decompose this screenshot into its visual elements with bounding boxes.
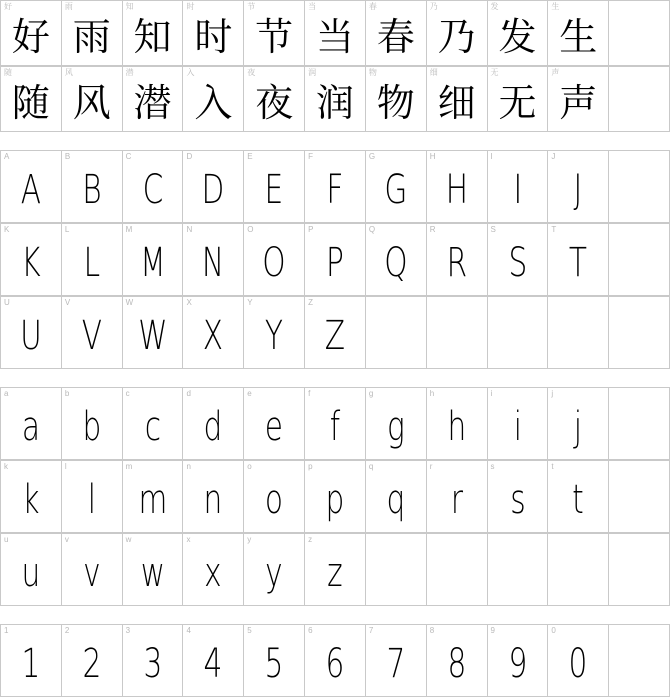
glyph-cell[interactable] bbox=[305, 224, 366, 296]
glyph-cell-character: k bbox=[22, 477, 40, 523]
glyph-cell[interactable] bbox=[183, 388, 244, 460]
glyph-cell-character: B bbox=[82, 167, 102, 213]
glyph-cell-character: l bbox=[87, 477, 96, 523]
glyph-cell-tag: 节 bbox=[247, 2, 256, 11]
glyph-cell-character: 发 bbox=[498, 14, 537, 59]
glyph-cell-tag: 9 bbox=[490, 626, 495, 635]
glyph-cell-character: D bbox=[201, 167, 225, 213]
glyph-cell-character: 8 bbox=[447, 641, 467, 687]
glyph-cell-character: S bbox=[508, 240, 527, 286]
glyph-cell-character: 细 bbox=[437, 80, 476, 125]
glyph-cell[interactable] bbox=[1, 1, 62, 66]
glyph-cell-tag: 7 bbox=[368, 626, 374, 635]
glyph-cell-empty bbox=[609, 388, 670, 460]
glyph-cell-character: r bbox=[450, 477, 463, 523]
glyph-cell-character bbox=[617, 297, 661, 368]
glyph-cell-tag: H bbox=[429, 152, 436, 161]
glyph-cell-character bbox=[617, 388, 661, 459]
glyph-cell[interactable] bbox=[62, 151, 123, 223]
glyph-cell[interactable] bbox=[488, 151, 549, 223]
glyph-cell-character bbox=[609, 1, 669, 65]
glyph-cell-tag: R bbox=[429, 225, 436, 234]
glyph-cell-character: y bbox=[265, 550, 283, 596]
glyph-cell-character: o bbox=[265, 477, 284, 523]
glyph-cell[interactable] bbox=[123, 67, 184, 132]
glyph-cell-tag: y bbox=[247, 535, 252, 544]
glyph-cell[interactable] bbox=[548, 151, 609, 223]
glyph-cell-character: e bbox=[265, 404, 284, 450]
glyph-cell-character: 春 bbox=[376, 14, 415, 59]
glyph-cell-character: f bbox=[329, 404, 341, 450]
glyph-cell-empty bbox=[427, 297, 488, 369]
glyph-cell[interactable] bbox=[488, 67, 549, 132]
glyph-cell[interactable] bbox=[548, 625, 609, 697]
glyph-cell-tag: m bbox=[125, 462, 133, 471]
glyph-cell-tag: B bbox=[64, 152, 71, 161]
glyph-cell-character bbox=[617, 625, 661, 696]
glyph-cell-character bbox=[617, 151, 661, 222]
glyph-cell-empty bbox=[366, 297, 427, 369]
glyph-cell[interactable] bbox=[366, 461, 427, 533]
glyph-cell[interactable] bbox=[62, 224, 123, 296]
glyph-cell-character: m bbox=[138, 477, 167, 523]
glyph-cell-tag: k bbox=[4, 462, 8, 471]
glyph-cell-tag: F bbox=[308, 152, 313, 161]
glyph-cell[interactable] bbox=[488, 388, 549, 460]
glyph-cell-empty bbox=[488, 297, 549, 369]
glyph-row-digit-row-1 bbox=[0, 624, 670, 697]
glyph-cell-character: s bbox=[509, 477, 526, 523]
glyph-cell-tag: 1 bbox=[4, 626, 9, 635]
glyph-cell[interactable] bbox=[183, 625, 244, 697]
glyph-cell-tag: 声 bbox=[551, 68, 560, 77]
glyph-cell-tag: 3 bbox=[125, 626, 131, 635]
glyph-cell-character: J bbox=[573, 167, 583, 213]
glyph-cell-character: 6 bbox=[325, 641, 345, 687]
glyph-cell[interactable] bbox=[244, 151, 305, 223]
glyph-cell-empty bbox=[548, 534, 609, 606]
glyph-cell-tag: 润 bbox=[308, 68, 317, 77]
glyph-cell-character: L bbox=[83, 240, 100, 286]
glyph-cell[interactable] bbox=[305, 625, 366, 697]
glyph-cell-character: b bbox=[82, 404, 102, 450]
glyph-cell-character: i bbox=[513, 404, 522, 450]
glyph-cell-tag: 物 bbox=[368, 68, 377, 77]
glyph-cell-character: 3 bbox=[143, 641, 162, 687]
glyph-cell-empty bbox=[609, 67, 670, 132]
glyph-cell-tag: T bbox=[551, 225, 557, 234]
glyph-cell-character: u bbox=[21, 550, 41, 596]
glyph-cell[interactable] bbox=[123, 224, 184, 296]
glyph-cell-character: Q bbox=[384, 240, 408, 286]
glyph-cell-tag: J bbox=[551, 152, 556, 161]
glyph-cell[interactable] bbox=[305, 151, 366, 223]
glyph-cell[interactable] bbox=[488, 625, 549, 697]
glyph-cell[interactable] bbox=[244, 1, 305, 66]
glyph-cell-character: n bbox=[203, 477, 223, 523]
glyph-cell-tag: j bbox=[551, 389, 554, 398]
glyph-cell-character bbox=[617, 461, 661, 532]
glyph-cell[interactable] bbox=[366, 388, 427, 460]
glyph-cell-tag: 雨 bbox=[64, 2, 73, 11]
glyph-cell-tag: W bbox=[125, 298, 134, 307]
glyph-cell-tag: p bbox=[308, 462, 313, 471]
glyph-cell-character: W bbox=[137, 313, 168, 359]
glyph-cell-tag: 发 bbox=[490, 2, 499, 11]
glyph-cell[interactable] bbox=[123, 625, 184, 697]
glyph-cell-tag: Z bbox=[308, 298, 313, 307]
glyph-cell-tag: 知 bbox=[125, 2, 134, 11]
glyph-cell[interactable] bbox=[488, 1, 549, 66]
glyph-cell-character bbox=[434, 297, 478, 368]
glyph-cell-character: K bbox=[21, 240, 41, 286]
glyph-cell[interactable] bbox=[305, 388, 366, 460]
glyph-cell-character: x bbox=[204, 550, 223, 596]
glyph-cell[interactable] bbox=[183, 67, 244, 132]
glyph-cell[interactable] bbox=[427, 461, 488, 533]
glyph-row-lower-row-3 bbox=[0, 533, 670, 606]
glyph-cell-character bbox=[434, 534, 478, 605]
glyph-cell[interactable] bbox=[123, 297, 184, 369]
glyph-cell-tag: 无 bbox=[490, 68, 499, 77]
glyph-cell-character: I bbox=[513, 167, 522, 213]
glyph-cell[interactable] bbox=[427, 625, 488, 697]
glyph-cell-empty bbox=[427, 534, 488, 606]
glyph-cell-tag: D bbox=[186, 152, 193, 161]
glyph-cell-tag: 6 bbox=[308, 626, 313, 635]
glyph-cell-tag: c bbox=[125, 389, 130, 398]
glyph-cell[interactable] bbox=[548, 67, 609, 132]
glyph-cell[interactable] bbox=[183, 297, 244, 369]
glyph-cell-tag: 当 bbox=[308, 2, 317, 11]
glyph-row-lower-row-2 bbox=[0, 460, 670, 533]
glyph-cell-tag: A bbox=[4, 152, 10, 161]
glyph-cell[interactable] bbox=[366, 1, 427, 66]
glyph-cell-character: c bbox=[144, 404, 161, 450]
glyph-cell[interactable] bbox=[183, 224, 244, 296]
glyph-cell[interactable] bbox=[244, 297, 305, 369]
glyph-cell-tag: f bbox=[308, 389, 311, 398]
glyph-cell[interactable] bbox=[244, 67, 305, 132]
glyph-cell-character bbox=[617, 534, 661, 605]
glyph-cell-character: w bbox=[140, 550, 165, 596]
glyph-cell-character: Y bbox=[265, 313, 284, 359]
glyph-cell-character: 0 bbox=[568, 641, 588, 687]
glyph-cell[interactable] bbox=[183, 1, 244, 66]
glyph-cell-character: q bbox=[386, 477, 406, 523]
glyph-cell[interactable] bbox=[244, 534, 305, 606]
glyph-cell-character: P bbox=[326, 240, 344, 286]
glyph-cell[interactable] bbox=[427, 224, 488, 296]
glyph-cell-character: E bbox=[264, 167, 284, 213]
glyph-cell[interactable] bbox=[183, 534, 244, 606]
glyph-cell-character: F bbox=[326, 167, 344, 213]
glyph-cell-character: 1 bbox=[21, 641, 41, 687]
glyph-cell-character: 随 bbox=[11, 80, 50, 125]
glyph-cell-tag: w bbox=[125, 535, 132, 544]
glyph-cell[interactable] bbox=[366, 625, 427, 697]
glyph-cell[interactable] bbox=[244, 625, 305, 697]
glyph-cell[interactable] bbox=[62, 625, 123, 697]
glyph-cell-empty bbox=[609, 224, 670, 296]
glyph-cell-tag: 好 bbox=[4, 2, 12, 11]
glyph-cell-tag: r bbox=[429, 462, 433, 471]
glyph-row-cjk-row-2 bbox=[0, 66, 670, 132]
glyph-cell-character: 乃 bbox=[437, 14, 476, 59]
glyph-cell-empty bbox=[488, 534, 549, 606]
glyph-cell-empty bbox=[609, 151, 670, 223]
glyph-cell-character: H bbox=[445, 167, 468, 213]
glyph-cell-character: 9 bbox=[508, 641, 527, 687]
glyph-cell-character: 夜 bbox=[255, 80, 294, 125]
glyph-cell-tag: d bbox=[186, 389, 191, 398]
glyph-cell-tag: 风 bbox=[64, 68, 73, 77]
glyph-cell[interactable] bbox=[62, 297, 123, 369]
glyph-cell[interactable] bbox=[244, 224, 305, 296]
glyph-row-lower-row-1 bbox=[0, 387, 670, 460]
glyph-cell[interactable] bbox=[427, 67, 488, 132]
glyph-cell[interactable] bbox=[548, 1, 609, 66]
glyph-cell-tag: V bbox=[64, 298, 71, 307]
glyph-cell-tag: Q bbox=[368, 225, 376, 234]
glyph-cell[interactable] bbox=[548, 388, 609, 460]
glyph-cell-character bbox=[374, 534, 418, 605]
glyph-cell-character: 润 bbox=[315, 80, 354, 125]
glyph-cell-character: T bbox=[569, 240, 588, 286]
glyph-cell-tag: 夜 bbox=[247, 68, 256, 77]
glyph-cell-character: R bbox=[446, 240, 467, 286]
glyph-cell[interactable] bbox=[548, 224, 609, 296]
glyph-cell-character: Z bbox=[324, 313, 346, 359]
glyph-cell-tag: 4 bbox=[186, 626, 191, 635]
glyph-cell-character: t bbox=[572, 477, 585, 523]
glyph-cell-character bbox=[556, 297, 600, 368]
glyph-cell[interactable] bbox=[488, 461, 549, 533]
glyph-cell-tag: v bbox=[64, 535, 69, 544]
glyph-cell-character bbox=[495, 534, 539, 605]
glyph-cell-tag: O bbox=[247, 225, 254, 234]
glyph-cell-tag: E bbox=[247, 152, 253, 161]
glyph-cell[interactable] bbox=[123, 151, 184, 223]
glyph-cell[interactable] bbox=[1, 625, 62, 697]
glyph-cell[interactable] bbox=[427, 388, 488, 460]
glyph-cell-character: p bbox=[325, 477, 345, 523]
glyph-cell-character: V bbox=[81, 313, 102, 359]
glyph-cell-tag: q bbox=[368, 462, 374, 471]
glyph-cell-tag: 细 bbox=[429, 68, 438, 77]
glyph-cell-character: N bbox=[202, 240, 225, 286]
glyph-cell-character: A bbox=[20, 167, 42, 213]
glyph-cell-tag: n bbox=[186, 462, 191, 471]
glyph-cell-character: X bbox=[203, 313, 224, 359]
glyph-cell-character: 好 bbox=[11, 14, 50, 59]
glyph-cell-tag: Y bbox=[247, 298, 253, 307]
glyph-cell-tag: 时 bbox=[186, 2, 195, 11]
glyph-cell-character: 当 bbox=[315, 14, 354, 59]
glyph-cell[interactable] bbox=[305, 297, 366, 369]
glyph-cell[interactable] bbox=[366, 224, 427, 296]
glyph-cell-character: 风 bbox=[72, 80, 111, 125]
glyph-cell-character bbox=[609, 67, 669, 131]
glyph-cell-tag: s bbox=[490, 462, 495, 471]
glyph-cell-character: U bbox=[20, 313, 42, 359]
glyph-cell-tag: U bbox=[4, 298, 10, 307]
glyph-cell-character: 潜 bbox=[133, 80, 172, 125]
glyph-cell-tag: h bbox=[429, 389, 435, 398]
glyph-row-upper-row-2 bbox=[0, 223, 670, 296]
glyph-cell[interactable] bbox=[548, 461, 609, 533]
glyph-cell-tag: I bbox=[490, 152, 493, 161]
glyph-cell-tag: 8 bbox=[429, 626, 435, 635]
section-spacer bbox=[0, 606, 670, 624]
glyph-cell-tag: u bbox=[4, 535, 9, 544]
glyph-cell-tag: 5 bbox=[247, 626, 252, 635]
glyph-cell[interactable] bbox=[62, 67, 123, 132]
glyph-cell-character: d bbox=[203, 404, 223, 450]
glyph-cell[interactable] bbox=[1, 224, 62, 296]
glyph-cell-character: j bbox=[574, 404, 583, 450]
glyph-cell-empty bbox=[609, 534, 670, 606]
glyph-cell-character: 时 bbox=[194, 14, 233, 59]
glyph-cell-tag: 潜 bbox=[125, 68, 134, 77]
glyph-cell-character: 7 bbox=[386, 641, 406, 687]
glyph-cell-character: g bbox=[386, 404, 405, 450]
glyph-cell[interactable] bbox=[366, 67, 427, 132]
glyph-cell-character: v bbox=[82, 550, 101, 596]
glyph-cell-tag: L bbox=[64, 225, 70, 234]
glyph-cell-tag: 春 bbox=[368, 2, 377, 11]
glyph-cell-tag: e bbox=[247, 389, 252, 398]
glyph-row-cjk-row-1 bbox=[0, 0, 670, 66]
glyph-cell[interactable] bbox=[366, 151, 427, 223]
glyph-cell[interactable] bbox=[488, 224, 549, 296]
glyph-cell-character: 物 bbox=[376, 80, 415, 125]
glyph-cell[interactable] bbox=[62, 461, 123, 533]
glyph-cell[interactable] bbox=[305, 1, 366, 66]
glyph-cell-character: 节 bbox=[255, 14, 294, 59]
glyph-cell[interactable] bbox=[305, 67, 366, 132]
glyph-cell-character: 入 bbox=[194, 80, 233, 125]
glyph-cell-tag: z bbox=[308, 535, 313, 544]
glyph-cell-character: h bbox=[447, 404, 467, 450]
glyph-cell[interactable] bbox=[62, 1, 123, 66]
glyph-cell-character: 声 bbox=[559, 80, 598, 125]
glyph-cell-empty bbox=[548, 297, 609, 369]
glyph-row-upper-row-3 bbox=[0, 296, 670, 369]
glyph-cell[interactable] bbox=[305, 461, 366, 533]
glyph-cell[interactable] bbox=[1, 388, 62, 460]
glyph-cell[interactable] bbox=[123, 1, 184, 66]
glyph-cell-tag: i bbox=[490, 389, 493, 398]
glyph-cell[interactable] bbox=[123, 534, 184, 606]
glyph-cell-character: O bbox=[262, 240, 286, 286]
section-spacer bbox=[0, 132, 670, 150]
glyph-cell-tag: a bbox=[4, 389, 9, 398]
glyph-cell-tag: b bbox=[64, 389, 70, 398]
glyph-cell-empty bbox=[609, 1, 670, 66]
glyph-cell-tag: 入 bbox=[186, 68, 195, 77]
glyph-cell-empty bbox=[609, 297, 670, 369]
glyph-cell-empty bbox=[366, 534, 427, 606]
glyph-cell-character: 知 bbox=[133, 14, 172, 59]
glyph-cell-tag: 乃 bbox=[429, 2, 438, 11]
glyph-cell-tag: l bbox=[64, 462, 67, 471]
glyph-cell[interactable] bbox=[183, 151, 244, 223]
glyph-cell-tag: M bbox=[125, 225, 133, 234]
glyph-cell-character: 雨 bbox=[72, 14, 111, 59]
glyph-cell-character: z bbox=[327, 550, 343, 596]
glyph-cell-character: 2 bbox=[82, 641, 102, 687]
glyph-cell-tag: C bbox=[125, 152, 132, 161]
glyph-cell-character: M bbox=[139, 240, 166, 286]
glyph-cell-character: 生 bbox=[559, 14, 598, 59]
glyph-cell-tag: P bbox=[308, 225, 314, 234]
glyph-cell[interactable] bbox=[427, 151, 488, 223]
glyph-cell-tag: 2 bbox=[64, 626, 70, 635]
section-spacer bbox=[0, 369, 670, 387]
glyph-cell[interactable] bbox=[1, 297, 62, 369]
glyph-cell-character: a bbox=[21, 404, 40, 450]
glyph-cell[interactable] bbox=[1, 461, 62, 533]
glyph-cell-tag: t bbox=[551, 462, 554, 471]
glyph-cell-character bbox=[374, 297, 418, 368]
glyph-cell-character: 5 bbox=[264, 641, 284, 687]
glyph-cell[interactable] bbox=[1, 534, 62, 606]
glyph-cell-character: G bbox=[384, 167, 408, 213]
glyph-cell-character: C bbox=[142, 167, 163, 213]
glyph-cell-tag: X bbox=[186, 298, 192, 307]
glyph-cell[interactable] bbox=[62, 534, 123, 606]
glyph-cell-tag: N bbox=[186, 225, 193, 234]
glyph-cell[interactable] bbox=[427, 1, 488, 66]
glyph-cell[interactable] bbox=[62, 388, 123, 460]
glyph-cell-tag: g bbox=[368, 389, 374, 398]
glyph-cell-empty bbox=[609, 625, 670, 697]
glyph-cell-tag: K bbox=[4, 225, 10, 234]
glyph-cell-tag: G bbox=[368, 152, 376, 161]
glyph-cell[interactable] bbox=[123, 388, 184, 460]
glyph-cell-character bbox=[556, 534, 600, 605]
glyph-cell[interactable] bbox=[244, 388, 305, 460]
glyph-cell[interactable] bbox=[1, 67, 62, 132]
glyph-cell-tag: 0 bbox=[551, 626, 556, 635]
glyph-cell[interactable] bbox=[305, 534, 366, 606]
glyph-cell[interactable] bbox=[123, 461, 184, 533]
glyph-cell[interactable] bbox=[183, 461, 244, 533]
glyph-row-upper-row-1 bbox=[0, 150, 670, 223]
glyph-cell-tag: 生 bbox=[551, 2, 560, 11]
glyph-cell-character bbox=[617, 224, 661, 295]
glyph-cell-character: 无 bbox=[498, 80, 537, 125]
glyph-cell-character bbox=[495, 297, 539, 368]
glyph-cell[interactable] bbox=[1, 151, 62, 223]
glyph-cell[interactable] bbox=[244, 461, 305, 533]
glyph-cell-tag: S bbox=[490, 225, 496, 234]
glyph-cell-empty bbox=[609, 461, 670, 533]
glyph-cell-tag: 随 bbox=[4, 68, 12, 77]
glyph-cell-tag: x bbox=[186, 535, 191, 544]
glyph-cell-tag: o bbox=[247, 462, 252, 471]
glyph-cell-character: 4 bbox=[203, 641, 223, 687]
